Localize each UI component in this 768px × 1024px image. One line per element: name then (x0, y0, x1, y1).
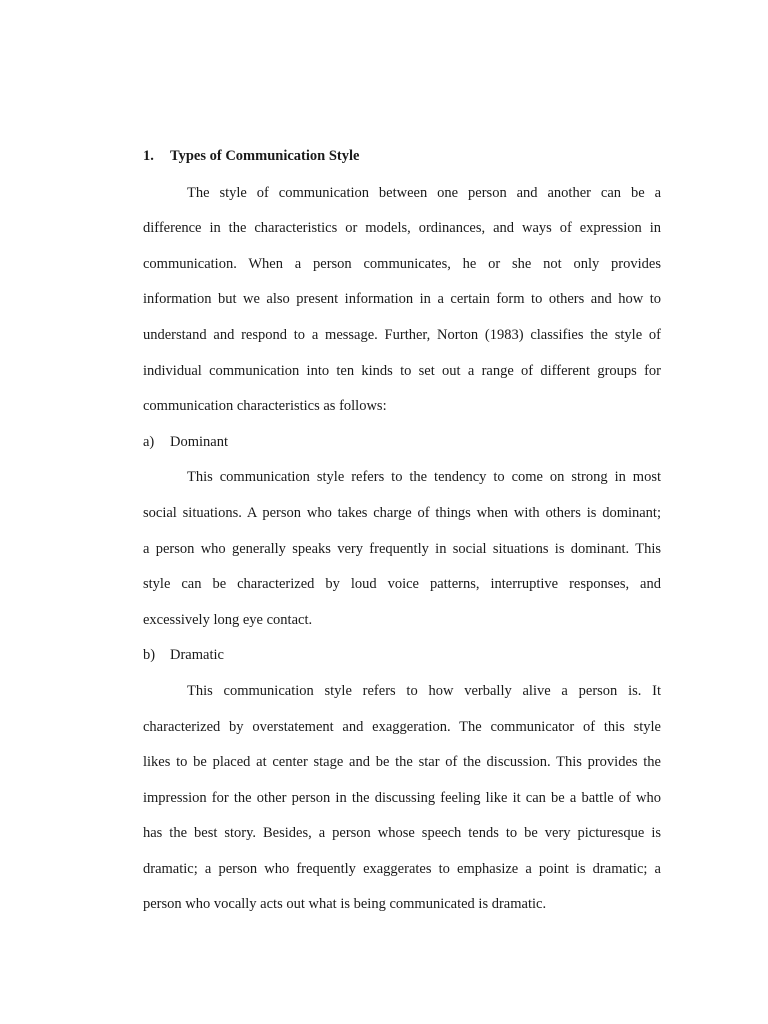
dramatic-paragraph (143, 674, 661, 923)
subsection-title: Dramatic (170, 647, 224, 664)
dominant-paragraph (143, 460, 661, 638)
paragraph-line: difference in the characteristics or models, ordinances, and ways of expression in (143, 220, 661, 237)
paragraph-line: characterized by overstatement and exaggeration. The communicator of this style (143, 718, 661, 735)
paragraph-line: social situations. A person who takes charge of things when with others is dominant; (143, 504, 661, 521)
paragraph-line: dramatic; a person who frequently exaggerates to emphasize a point is dramatic; a (143, 860, 661, 877)
paragraph-line: This communication style refers to the tendency to come on strong in most (187, 469, 661, 486)
paragraph-line: impression for the other person in the discussing feeling like it can be a battle of who (143, 789, 661, 806)
paragraph-line: excessively long eye contact. (143, 611, 313, 628)
paragraph-line: individual communication into ten kinds to set out a range of different groups for (143, 362, 661, 379)
section-number: 1. (143, 148, 154, 164)
paragraph-line: The style of communication between one person and another can be a (187, 184, 661, 201)
paragraph-line: understand and respond to a message. Further, Norton (1983) classifies the style of (143, 326, 661, 343)
paragraph-line: likes to be placed at center stage and be the star of the discussion. This provides the (143, 754, 661, 771)
subsection-marker: b) (143, 647, 156, 664)
subsection-marker: a) (143, 433, 155, 450)
paragraph-line: a person who generally speaks very frequently in social situations is dominant. This (143, 540, 661, 557)
intro-paragraph (143, 176, 661, 425)
paragraph-line: information but we also present information in a certain form to others and how to (143, 291, 661, 308)
paragraph-line: communication characteristics as follows: (143, 398, 387, 415)
document-page (143, 140, 661, 923)
paragraph-line: This communication style refers to how verbally alive a person is. It (187, 682, 661, 699)
section-title: Types of Communication Style (170, 148, 360, 164)
paragraph-line: person who vocally acts out what is being communicated is dramatic. (143, 896, 547, 913)
paragraph-line: has the best story. Besides, a person whose speech tends to be very picturesque is (143, 825, 661, 842)
subsection-heading-dramatic (143, 638, 661, 674)
section-heading (143, 140, 661, 176)
paragraph-line: style can be characterized by loud voice patterns, interruptive responses, and (143, 576, 661, 593)
subsection-heading-dominant (143, 425, 661, 461)
subsection-title: Dominant (170, 433, 228, 450)
paragraph-line: communication. When a person communicates, he or she not only provides (143, 255, 661, 272)
